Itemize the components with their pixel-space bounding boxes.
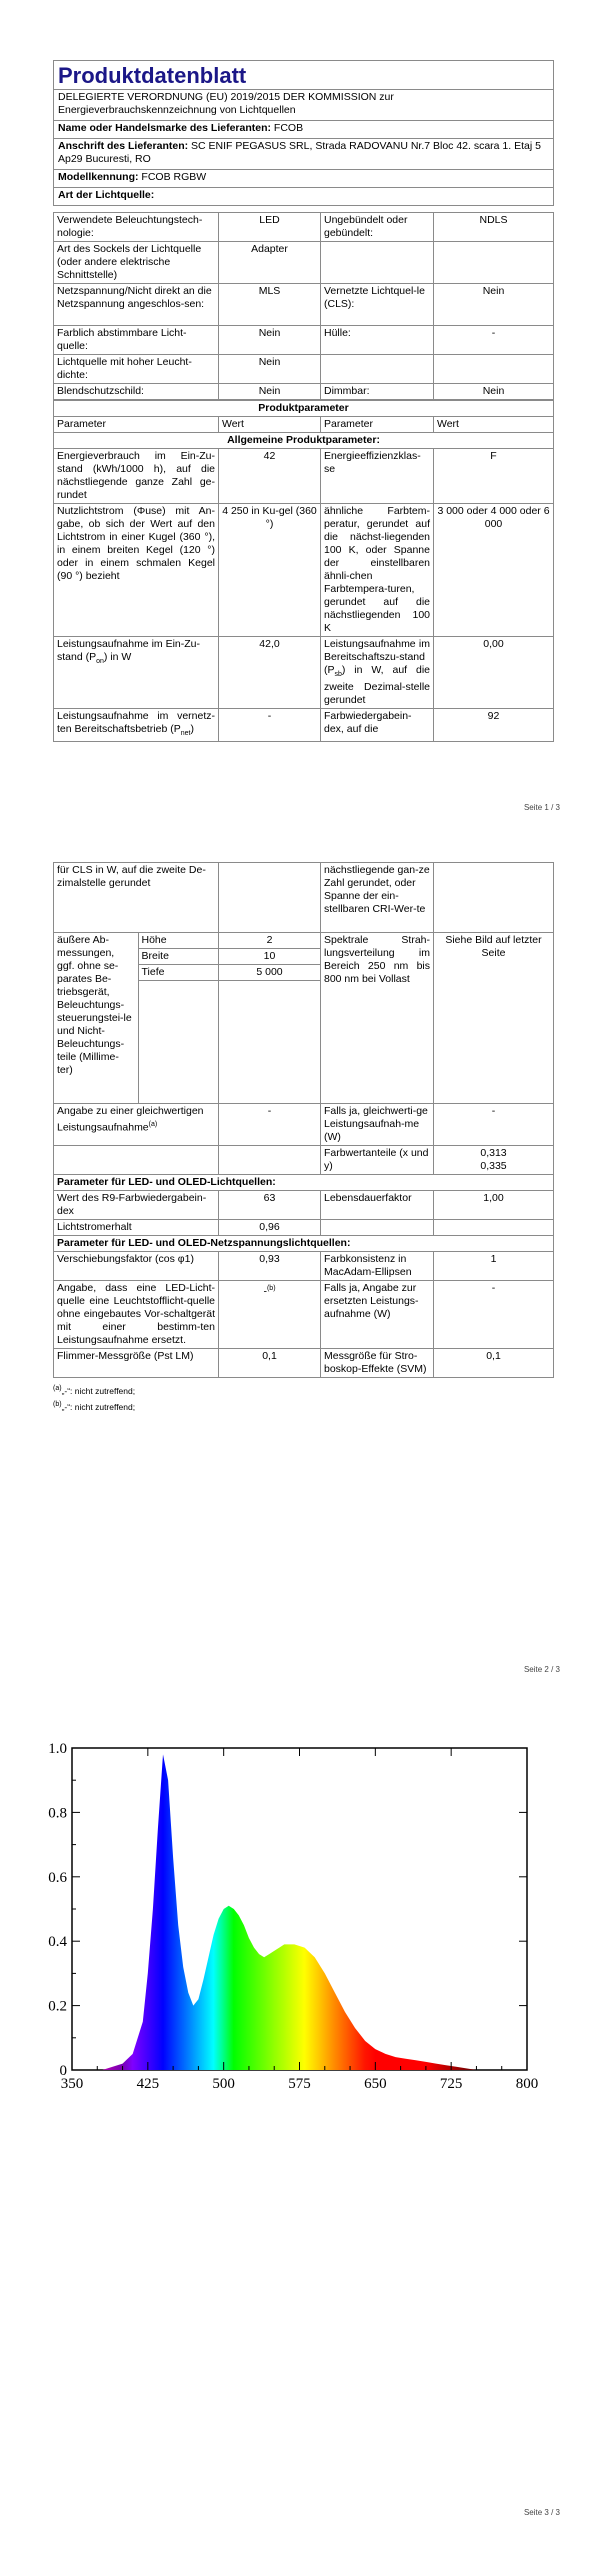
dimension-value: 2 (219, 933, 320, 949)
equivalent-power-claim-text: Angabe zu einer gleichwertigen Leistungsaufnahme (57, 1105, 204, 1134)
mains-led-parameters-heading: Parameter für LED- und OLED-Netzspannungslichtquellen: (54, 1236, 554, 1252)
networked-standby-label (54, 709, 219, 742)
table-row (54, 355, 554, 384)
table-row (54, 709, 554, 742)
table-row (54, 933, 554, 1104)
type-label: Ungebündelt oder gebündelt: (321, 213, 434, 242)
footnote-a-mark: (a) (148, 1121, 158, 1128)
footnote-b-mark: (b) (266, 1285, 276, 1292)
y-tick-label: 0.2 (48, 1998, 67, 2015)
header-table (53, 60, 554, 206)
replacement-claim-text: - (263, 1285, 267, 1298)
type-value (434, 242, 554, 284)
empty-cell (54, 1146, 219, 1175)
dimensions-values-cell (219, 933, 321, 1104)
dimensions-label: äußere Ab-messungen, ggf. ohne se-parates Be-triebsgerät, Beleuchtungs-steuerungstei-le und Nicht-Beleuchtungs-teile (Millime-ter) (54, 933, 138, 1103)
dimension-value: 10 (219, 949, 320, 965)
macadam-value: 1 (434, 1252, 554, 1281)
type-value: Nein (434, 384, 554, 400)
page-2 (0, 862, 603, 1682)
networked-standby-value: - (219, 709, 321, 742)
parameter-table-page-2 (53, 862, 554, 1378)
empty-cell (219, 981, 320, 1104)
energy-consumption-label: Energieverbrauch im Ein-Zu-stand (kWh/1000 h), auf die nächstliegende ganze Zahl ge-rundet (54, 449, 219, 504)
type-label: Netzspannung/Nicht direkt an die Netzspannung angeschlos-sen: (54, 284, 219, 326)
model-value: FCOB RGBW (141, 171, 207, 183)
light-source-type-heading: Art der Lichtquelle: (54, 188, 554, 206)
table-row (54, 384, 554, 400)
type-value: LED (219, 213, 321, 242)
type-value (434, 355, 554, 384)
x-tick-label: 425 (136, 2076, 160, 2092)
table-row (54, 1104, 554, 1146)
cct-label: ähnliche Farbtem-peratur, gerundet auf die nächst-liegenden 100 K, oder Spanne der einstellbaren ähnli-chen Farbtempera-turen, gerundet auf die nächstliegenden 100 K (321, 504, 434, 637)
dimension-value: 5 000 (219, 965, 320, 981)
type-label: Art des Sockels der Lichtquelle (oder andere elektrische Schnittstelle) (54, 242, 219, 284)
standby-power-sub: sb (334, 671, 342, 679)
y-tick-label: 1.0 (48, 1741, 67, 1757)
x-tick-label: 575 (288, 2076, 311, 2092)
cct-value: 3 000 oder 4 000 oder 6 000 (434, 504, 554, 637)
cri-label-cont: nächstliegende gan-ze Zahl gerundet, oder Spanne der ein-stellbaren CRI-Wer-te (321, 863, 434, 933)
r9-label: Wert des R9-Farbwiedergabein-dex (54, 1191, 219, 1220)
replacement-claim-label: Angabe, dass eine LED-Licht-quelle eine Leuchtstofflicht-quelle ohne eingebautes Vor-schaltgerät mit einer bestimm-ten Leistungsaufnahme ersetzt. (54, 1281, 219, 1349)
stroboscopic-metric-value: 0,1 (434, 1349, 554, 1378)
replacement-claim-value (219, 1281, 321, 1349)
type-value: NDLS (434, 213, 554, 242)
regulation-text: DELEGIERTE VERORDNUNG (EU) 2019/2015 DER KOMMISSION zur Energieverbrauchskennzeichnung von Lichtquellen (54, 90, 554, 121)
datasheet-page-2 (53, 862, 553, 1414)
survival-factor-label: Lebensdauerfaktor (321, 1191, 434, 1220)
empty-cell (219, 863, 321, 933)
plot-area (48, 1741, 538, 2092)
displacement-factor-label: Verschiebungsfaktor (cos φ1) (54, 1252, 219, 1281)
type-label: Vernetzte Lichtquel-le (CLS): (321, 284, 434, 326)
type-value: Nein (219, 326, 321, 355)
flicker-metric-value: 0,1 (219, 1349, 321, 1378)
table-row (54, 1349, 554, 1378)
address-label: Anschrift des Lieferanten: (58, 140, 189, 152)
x-tick-label: 350 (60, 2076, 84, 2092)
type-label: Lichtquelle mit hoher Leucht-dichte: (54, 355, 219, 384)
dimensions-values (219, 933, 320, 1103)
model-label: Modellkennung: (58, 171, 139, 183)
on-mode-power-label (54, 637, 219, 709)
page-number: Seite 1 / 3 (523, 803, 560, 812)
column-header-parameter: Parameter (321, 417, 434, 433)
networked-standby-sub: net (180, 730, 191, 738)
standby-power-label (321, 637, 434, 709)
table-row (54, 1146, 554, 1175)
page-3 (0, 1720, 603, 2560)
spectral-distribution-value: Siehe Bild auf letzter Seite (434, 933, 554, 1104)
table-row (54, 1191, 554, 1220)
energy-class-value: F (434, 449, 554, 504)
dimension-label: Breite (138, 949, 219, 965)
lumen-maintenance-label: Lichtstromerhalt (54, 1220, 219, 1236)
on-mode-power-text: Leistungsaufnahme im Ein-Zu-stand (P (57, 638, 200, 663)
table-row (54, 213, 554, 242)
address-value: SC ENIF PEGASUS SRL, Strada RADOVANU Nr.7 Bloc 42. scara 1. Etaj 5 Ap29 Bucuresti, RO (58, 140, 541, 165)
column-header-value: Wert (434, 417, 554, 433)
on-mode-power-sub: on (96, 658, 104, 666)
replacement-power-label: Falls ja, Angabe zur ersetzten Leistungs-aufnahme (W) (321, 1281, 434, 1349)
supplier-label: Name oder Handelsmarke des Lieferanten: (58, 122, 271, 134)
type-value: Nein (219, 384, 321, 400)
dimension-label: Tiefe (138, 965, 219, 981)
displacement-factor-value: 0,93 (219, 1252, 321, 1281)
parameter-table-page-1 (53, 400, 554, 742)
type-label (321, 355, 434, 384)
table-row (54, 326, 554, 355)
footnote-mark: (b) (53, 1400, 62, 1408)
supplier-row (54, 121, 554, 139)
equivalent-power-value: - (434, 1104, 554, 1146)
page-number: Seite 3 / 3 (523, 2508, 560, 2517)
equivalent-power-claim-value: - (219, 1104, 321, 1146)
lumen-maintenance-value: 0,96 (219, 1220, 321, 1236)
stroboscopic-metric-label: Messgröße für Stro-boskop-Effekte (SVM) (321, 1349, 434, 1378)
standby-power-text: Leistungsaufnahme im Bereitschaftszu-stand (P (324, 638, 430, 676)
empty-cell (434, 863, 554, 933)
type-value: - (434, 326, 554, 355)
r9-value: 63 (219, 1191, 321, 1220)
x-tick-label: 800 (515, 2076, 539, 2092)
x-tick-label: 500 (212, 2076, 235, 2092)
table-row (54, 284, 554, 326)
page-1 (0, 0, 603, 820)
type-value: Nein (219, 355, 321, 384)
empty-cell (138, 981, 219, 1104)
table-row (54, 863, 554, 933)
x-tick-label: 650 (364, 2076, 387, 2092)
standby-power-text-end: ) in W, auf die zweite Dezimal-stelle gerundet (324, 664, 430, 707)
table-row (54, 1281, 554, 1349)
dimensions-table (54, 933, 219, 1103)
survival-factor-value: 1,00 (434, 1191, 554, 1220)
type-label: Hülle: (321, 326, 434, 355)
type-label: Dimmbar: (321, 384, 434, 400)
on-mode-power-text-end: ) in W (103, 651, 132, 663)
networked-standby-text: Leistungsaufnahme im vernetz-ten Bereitschaftsbetrieb (P (57, 710, 215, 736)
table-row (54, 242, 554, 284)
cri-value: 92 (434, 709, 554, 742)
general-parameters-heading: Allgemeine Produktparameter: (54, 433, 554, 449)
standby-power-value: 0,00 (434, 637, 554, 709)
column-header-row (54, 417, 554, 433)
address-row (54, 139, 554, 170)
luminous-flux-value: 4 250 in Ku-gel (360 °) (219, 504, 321, 637)
networked-standby-text-end: ) (190, 723, 194, 736)
y-tick-label: 0 (59, 2063, 67, 2079)
supplier-value: FCOB (273, 122, 304, 134)
x-tick-label: 725 (439, 2076, 463, 2092)
type-table (53, 212, 554, 400)
on-mode-power-value: 42,0 (219, 637, 321, 709)
y-tick-label: 0.4 (48, 1934, 67, 1951)
column-header-parameter: Parameter (54, 417, 219, 433)
model-row (54, 170, 554, 188)
energy-consumption-value: 42 (219, 449, 321, 504)
product-parameters-heading: Produktparameter (54, 401, 554, 417)
datasheet-page-1 (53, 60, 553, 742)
luminous-flux-label: Nutzlichtstrom (Φuse) mit An-gabe, ob sich der Wert auf den Lichtstrom in einer Kugel (360 °), in einem breiten Kegel (120 °) oder in einem schmalen Kegel (90 °) bezieht (54, 504, 219, 637)
empty-cell (219, 1146, 321, 1175)
chromaticity-value: 0,313 0,335 (434, 1146, 554, 1175)
dimensions-cell (54, 933, 219, 1104)
spectral-distribution-label: Spektrale Strah-lungsverteilung im Bereich 250 nm bis 800 nm bei Vollast (321, 933, 434, 1104)
footnotes (53, 1382, 553, 1414)
table-row (54, 504, 554, 637)
flicker-metric-label: Flimmer-Messgröße (Pst LM) (54, 1349, 219, 1378)
footnote (53, 1398, 553, 1414)
column-header-value: Wert (219, 417, 321, 433)
dimension-label: Höhe (138, 933, 219, 949)
spectral-distribution-chart (40, 1730, 560, 2120)
footnote (53, 1382, 553, 1398)
table-row (54, 449, 554, 504)
type-label: Verwendete Beleuchtungstech-nologie: (54, 213, 219, 242)
type-label (321, 242, 434, 284)
macadam-label: Farbkonsistenz in MacAdam-Ellipsen (321, 1252, 434, 1281)
chromaticity-label: Farbwertanteile (x und y) (321, 1146, 434, 1175)
replacement-power-value: - (434, 1281, 554, 1349)
equivalent-power-claim-label (54, 1104, 219, 1146)
cri-label: Farbwiedergabein-dex, auf die (321, 709, 434, 742)
footnote-text: „-“: nicht zutreffend; (61, 1401, 136, 1412)
document-title: Produktdatenblatt (54, 61, 554, 90)
energy-class-label: Energieeffizienzklas-se (321, 449, 434, 504)
type-value: Nein (434, 284, 554, 326)
equivalent-power-label: Falls ja, gleichwerti-ge Leistungsaufnah-me (W) (321, 1104, 434, 1146)
networked-standby-label-cont: für CLS in W, auf die zweite De-zimalstelle gerundet (54, 863, 219, 933)
table-row (54, 1252, 554, 1281)
table-row (54, 1220, 554, 1236)
empty-cell (321, 1220, 434, 1236)
type-value: MLS (219, 284, 321, 326)
footnote-mark: (a) (53, 1385, 62, 1392)
table-row (54, 637, 554, 709)
y-tick-label: 0.6 (48, 1869, 67, 1886)
type-label: Blendschutzschild: (54, 384, 219, 400)
footnote-text: „-“: nicht zutreffend; (61, 1385, 136, 1396)
y-tick-label: 0.8 (48, 1805, 67, 1822)
page-number: Seite 2 / 3 (523, 1665, 560, 1674)
led-parameters-heading: Parameter für LED- und OLED-Lichtquellen: (54, 1175, 554, 1191)
type-label: Farblich abstimmbare Licht-quelle: (54, 326, 219, 355)
type-value: Adapter (219, 242, 321, 284)
empty-cell (434, 1220, 554, 1236)
